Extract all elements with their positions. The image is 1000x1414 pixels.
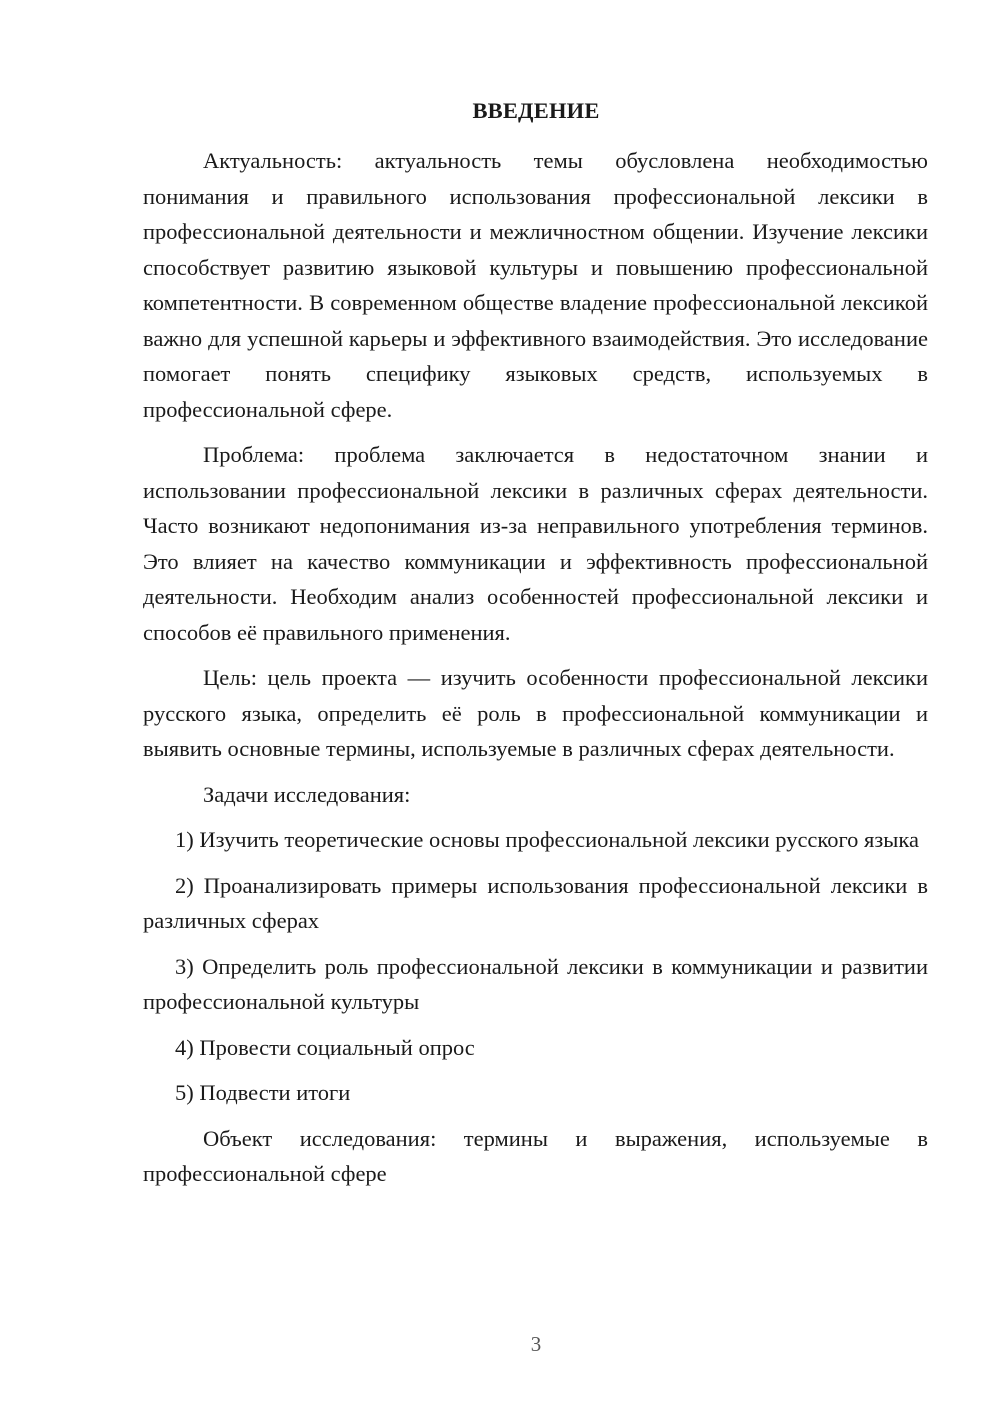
paragraph-object: Объект исследования: термины и выражения, используемые в профессиональной сфере (143, 1125, 928, 1186)
list-item: 4) Провести социальный опрос (175, 1034, 475, 1060)
paragraph-relevance: Актуальность: актуальность темы обусловлена необходимостью понимания и правильного использования профессиональной лексики в профессиональной деятельности и межличностном общении. Изучение лексики способствует развитию языковой культуры и повышению профессиональной компетентности. В современном обществе владение профессиональной лексикой важно для успешной карьеры и эффективного взаимодействия. Это исследование помогает понять специфику языковых средств, используемых в профессиональной сфере. (143, 148, 928, 422)
page-title: ВВЕДЕНИЕ (472, 98, 600, 123)
list-item: 5) Подвести итоги (175, 1080, 351, 1105)
paragraph-problem: Проблема: проблема заключается в недостаточном знании и использовании профессиональной лексики в различных сферах деятельности. Часто возникают недопонимания из-за неправильного употребления терминов. Это влияет на качество коммуникации и эффективность профессиональной деятельности. Необходим анализ особенностей профессиональной лексики и способов её правильного применения. (143, 442, 928, 645)
list-item: 2) Проанализировать примеры использования профессиональной лексики в различных сферах (143, 872, 928, 933)
tasks-list (143, 822, 928, 1111)
list-item: 1) Изучить теоретические основы профессиональной лексики русского языка (175, 827, 919, 852)
list-item: 3) Определить роль профессиональной лексики в коммуникации и развитии профессиональной культуры (143, 953, 928, 1014)
paragraph-goal: Цель: цель проекта — изучить особенности профессиональной лексики русского языка, определить её роль в профессиональной коммуникации и выявить основные термины, используемые в различных сферах деятельности. (143, 665, 928, 761)
document-body (143, 143, 928, 1192)
tasks-heading: Задачи исследования: (203, 781, 411, 807)
page-number: 3 (530, 1332, 542, 1356)
